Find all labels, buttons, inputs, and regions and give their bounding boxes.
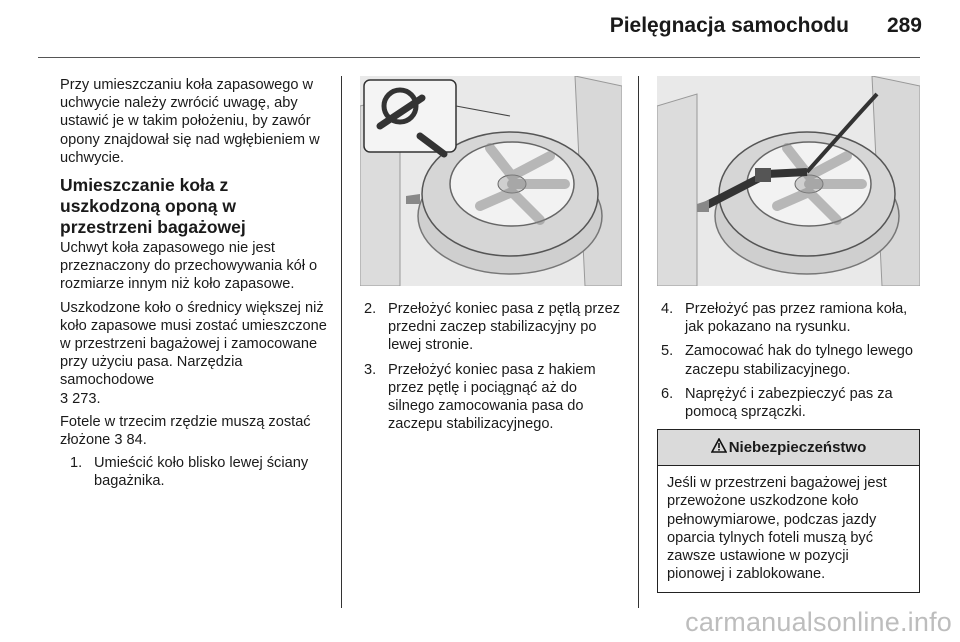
column-2 <box>360 76 622 439</box>
step-number: 2. <box>364 301 377 317</box>
warning-triangle-icon <box>711 438 727 457</box>
paragraph-2-text: Uszkodzone koło o średnicy większej niż koło zapasowe musi zostać umieszczone w przestrzeni bagażowej i zamocowane przy użyciu pasa. Narzędzia samochodowe <box>60 299 327 389</box>
intro-paragraph: Przy umieszczaniu koła zapasowego w uchwycie należy zwrócić uwagę, aby ustawić je w takim położeniu, by zawór opony znajdował się nad wgłębieniem w uchwycie. <box>60 77 320 166</box>
list-item <box>661 385 920 421</box>
step-text: Przełożyć koniec pasa z pętlą przez przedni zaczep stabilizacyjny po lewej stronie. <box>388 301 620 354</box>
steps-list-2 <box>360 300 622 433</box>
spare-wheel-strap-drawing <box>360 76 622 286</box>
paragraph-3 <box>60 413 330 449</box>
page-reference-273[interactable]: 3 273. <box>60 390 101 407</box>
column-divider-right <box>638 76 639 608</box>
column-1 <box>60 76 330 497</box>
column-3 <box>657 76 920 593</box>
page-header <box>610 14 922 38</box>
page-number: 289 <box>886 14 922 37</box>
steps-list-3 <box>657 300 920 421</box>
page-reference-84[interactable]: 3 84. <box>114 432 147 449</box>
spare-wheel-buckle-drawing <box>657 76 920 286</box>
page-title: Pielęgnacja samochodu <box>609 14 849 37</box>
step-number: 5. <box>661 343 674 360</box>
step-text: Naprężyć i zabezpieczyć pas za pomocą sprzączki. <box>685 385 893 421</box>
warning-box <box>657 429 920 593</box>
list-item <box>364 361 622 434</box>
steps-list-1 <box>60 454 330 490</box>
step-text: Zamocować hak do tylnego lewego zaczepu stabilizacyjnego. <box>685 343 913 378</box>
list-item <box>364 300 622 355</box>
section-heading: Umieszczanie koła z uszkodzoną oponą w przestrzeni bagażowej <box>60 175 246 238</box>
step-text: Przełożyć koniec pasa z hakiem przez pętlę i pociągnąć aż do silnego zamocowania pasa do zaczepu stabilizacyjnego. <box>388 361 596 433</box>
warning-text: Jeśli w przestrzeni bagażowej jest przewożone uszkodzone koło pełnowymiarowe, podczas jazdy oparcia tylnych foteli muszą być zawsze ustawione w pozycji pionowej i zablokowane. <box>667 475 887 583</box>
column-divider-left <box>341 76 342 608</box>
step-text: Umieścić koło blisko lewej ściany bagażnika. <box>94 455 309 490</box>
step-number: 1. <box>70 455 83 472</box>
header-divider <box>38 57 920 58</box>
list-item <box>661 342 920 378</box>
warning-title: Niebezpieczeństwo <box>728 439 867 457</box>
paragraph-1: Uchwyt koła zapasowego nie jest przeznaczony do przechowywania kół o rozmiarze innym niż koło zapasowe. <box>60 240 318 293</box>
step-number: 3. <box>364 361 377 378</box>
paragraph-3-text: Fotele w trzecim rzędzie muszą zostać złożone <box>60 413 311 449</box>
illustration-strap-buckle <box>657 76 920 286</box>
paragraph-2 <box>60 299 330 408</box>
warning-header <box>658 430 919 466</box>
list-item <box>70 454 330 490</box>
step-number: 4. <box>661 301 674 317</box>
watermark: carmanualsonline.info <box>685 607 952 637</box>
illustration-strap-hook <box>360 76 622 286</box>
list-item <box>661 300 920 336</box>
step-number: 6. <box>661 385 674 402</box>
step-text: Przełożyć pas przez ramiona koła, jak pokazano na rysunku. <box>685 301 908 336</box>
